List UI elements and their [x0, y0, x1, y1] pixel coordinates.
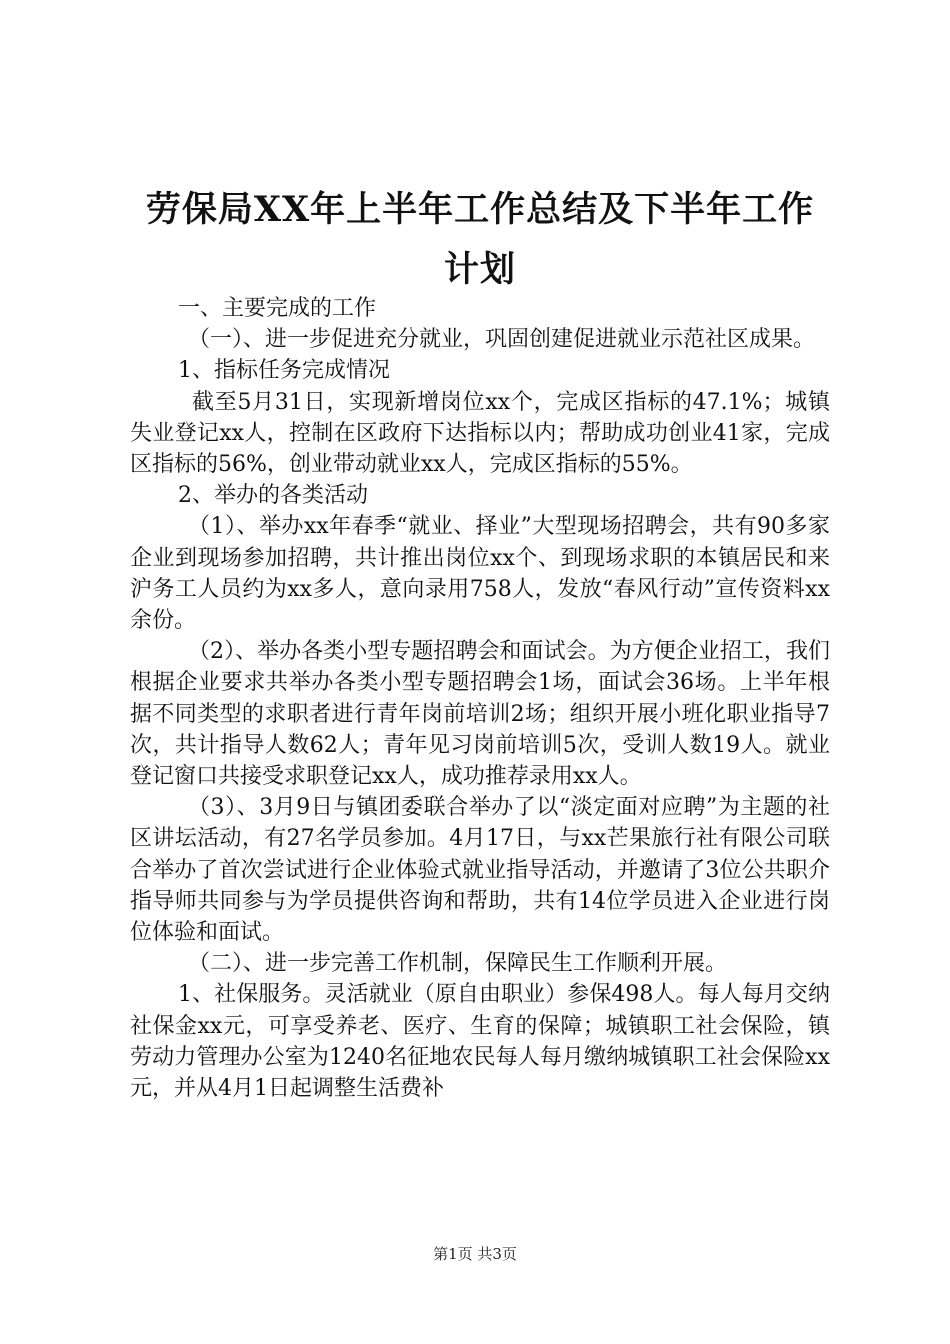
body-paragraph: （3）、3月9日与镇团委联合举办了以“淡定面对应聘”为主题的社区讲坛活动，有27名学员参加。4月17日，与xx芒果旅行社有限公司联合举办了首次尝试进行企业体验式就业指导活动，并邀请了3位公共职介指导师共同参与为学员提供咨询和帮助，共有14位学员进入企业进行岗位体验和面试。 [130, 795, 830, 946]
body-paragraph: 1、社保服务。灵活就业（原自由职业）参保498人。每人每月交纳社保金xx元，可享受养老、医疗、生育的保障；城镇职工社会保险，镇劳动力管理办公室为1240名征地农民每人每月缴纳城镇职工社会保险xx元，并从4月1日起调整生活费补 [130, 982, 830, 1102]
body-paragraph: （2）、举办各类小型专题招聘会和面试会。为方便企业招工，我们根据企业要求共举办各类小型专题招聘会1场，面试会36场。上半年根据不同类型的求职者进行青年岗前培训2场；组织开展小班化职业指导7次，共计指导人数62人；青年见习岗前培训5次，受训人数19人。就业登记窗口共接受求职登记xx人，成功推荐录用xx人。 [130, 639, 830, 790]
page-footer: 第1页 共3页 [433, 1245, 517, 1263]
body-paragraph: （1）、举办xx年春季“就业、择业”大型现场招聘会，共有90多家企业到现场参加招聘，共计推出岗位xx个、到现场求职的本镇居民和来沪务工人员约为xx多人，意向录用758人，发放“春风行动”宣传资料xx余份。 [130, 514, 830, 634]
subsection-heading: （二）、进一步完善工作机制，保障民生工作顺利开展。 [188, 951, 728, 977]
item-heading: 1、指标任务完成情况 [178, 358, 390, 384]
body-paragraph: 截至5月31日，实现新增岗位xx个，完成区指标的47.1%；城镇失业登记xx人，控制在区政府下达指标以内；帮助成功创业41家，完成区指标的56%，创业带动就业xx人，完成区指标的55%。 [130, 389, 830, 478]
document-title: 劳保局XX年上半年工作总结及下半年工作计划 [145, 189, 815, 290]
document-body [130, 293, 830, 1104]
section-heading: 一、主要完成的工作 [178, 296, 377, 321]
subsection-heading: （一）、进一步促进充分就业，巩固创建促进就业示范社区成果。 [188, 327, 816, 353]
item-heading: 2、举办的各类活动 [178, 483, 368, 509]
